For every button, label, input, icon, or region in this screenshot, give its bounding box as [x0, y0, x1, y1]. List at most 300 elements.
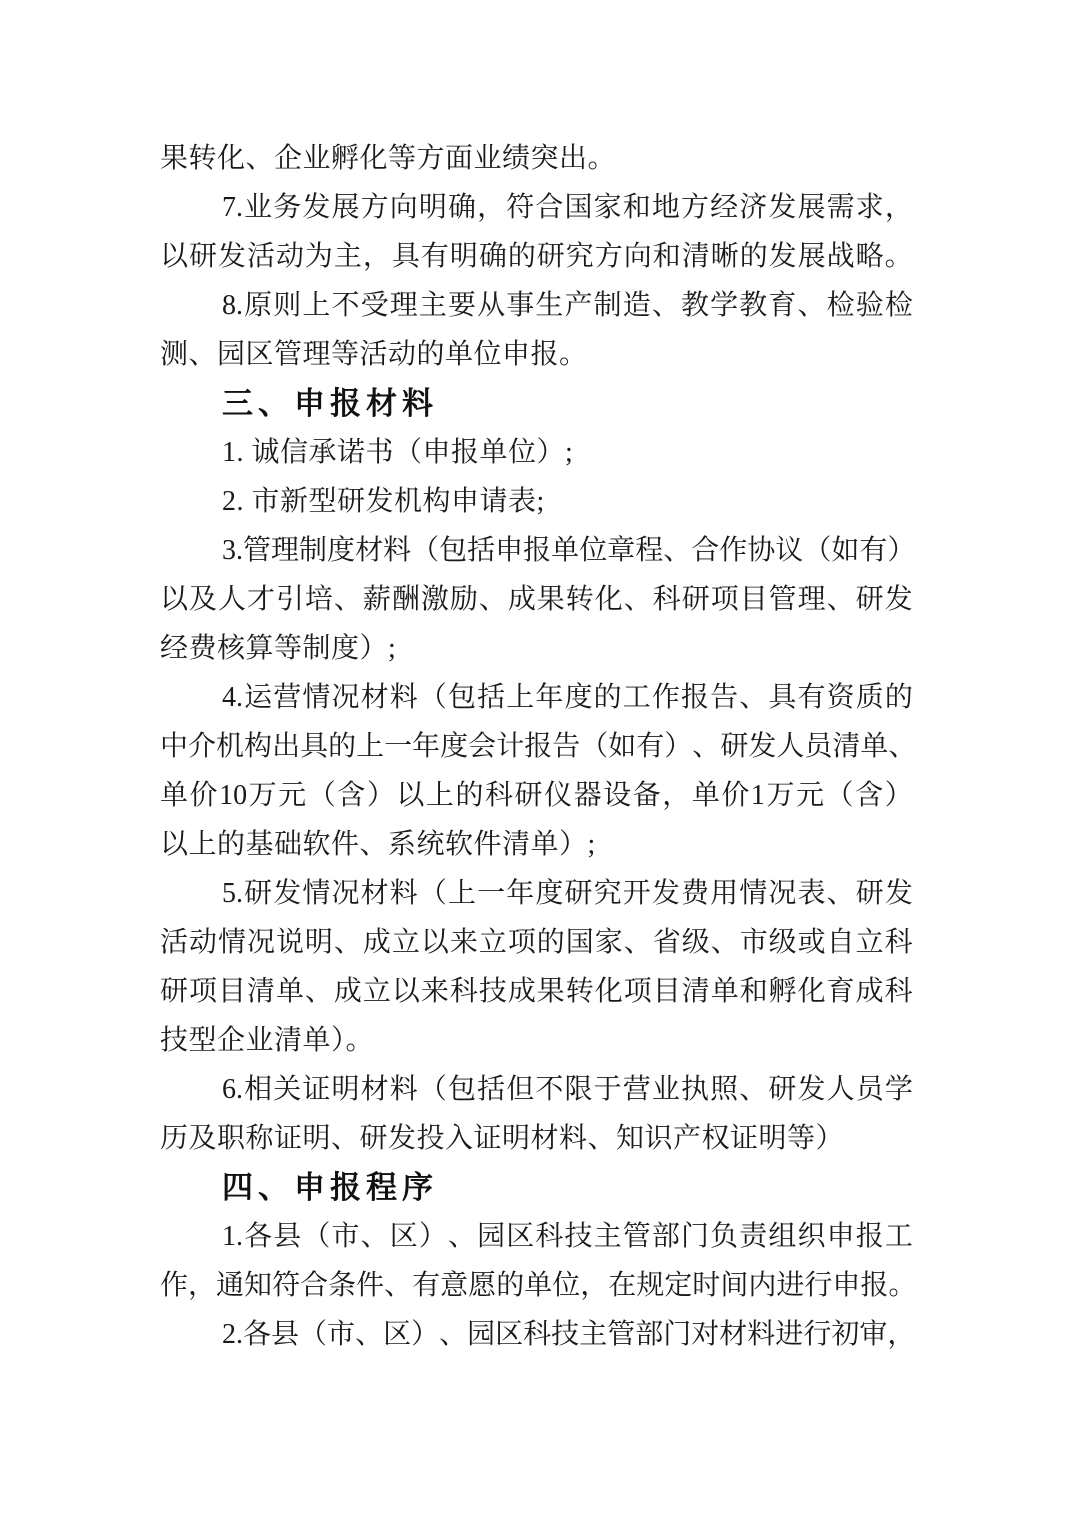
text-token: 单 [860, 731, 889, 762]
text-token: 动 [188, 927, 217, 958]
text-token: 省 [652, 927, 681, 958]
text-token: 对 [691, 1319, 720, 1350]
text-token: 机 [216, 731, 245, 762]
text-token: 国 [565, 927, 594, 958]
text-token: 业 [651, 1074, 680, 1105]
text-token: 包 [439, 535, 468, 566]
text-token: 负 [710, 1221, 739, 1252]
text-token: 、 [360, 1221, 389, 1252]
text-token: 年 [535, 682, 564, 713]
text-token: ， [477, 192, 506, 223]
text-token: 产 [564, 290, 593, 321]
text-token: 管 [607, 1319, 636, 1350]
text-token: （ [411, 535, 440, 566]
text-token: 费 [680, 878, 709, 909]
text-token: 知 [244, 1270, 273, 1301]
text-token: 营 [622, 1074, 651, 1105]
text-token: 培 [304, 584, 333, 615]
text-token: 人 [826, 1074, 855, 1105]
text-line: 果转化、企业孵化等方面业绩突出。 [160, 143, 617, 174]
text-token: 件 [356, 1270, 385, 1301]
text-token: 1 [750, 780, 765, 811]
text-token: 清 [832, 731, 861, 762]
text-token: 上 [506, 682, 535, 713]
text-token: 理 [271, 535, 300, 566]
text-token: 科 [884, 976, 913, 1007]
text-token: 发 [884, 584, 913, 615]
text-token: 受 [360, 290, 389, 321]
text-token: 市 [327, 1319, 356, 1350]
text-token: 1. [222, 1221, 243, 1252]
text-token: （ [418, 1074, 447, 1105]
text-token: 一 [477, 878, 506, 909]
text-token: 但 [506, 1074, 535, 1105]
text-token: 价 [189, 780, 218, 811]
text-token: 制 [593, 290, 622, 321]
text-token: 的 [739, 241, 768, 272]
text-line [160, 673, 913, 722]
text-token: 明 [331, 1074, 360, 1105]
text-token: 含 [855, 780, 884, 811]
text-token: 的 [884, 682, 913, 713]
text-token: 部 [651, 1221, 680, 1252]
text-token: 在 [608, 1270, 637, 1301]
text-token: 有 [420, 241, 449, 272]
text-token: 质 [855, 682, 884, 713]
text-token: ， [662, 780, 691, 811]
text-token: 活 [160, 927, 189, 958]
text-token: 为 [304, 241, 333, 272]
text-token: 用 [710, 878, 739, 909]
text-token: 5. [222, 878, 243, 909]
text-line: 经费核算等制度）; [160, 633, 397, 664]
text-token: 作 [160, 1270, 189, 1301]
text-token: 济 [739, 192, 768, 223]
text-token: 年 [412, 731, 441, 762]
text-line [160, 918, 913, 967]
text-token: 、 [333, 584, 362, 615]
text-token: 向 [623, 241, 652, 272]
text-token: 市 [739, 927, 768, 958]
text-line [160, 1212, 913, 1261]
text-token: 营 [273, 682, 302, 713]
text-token: 材 [719, 1319, 748, 1350]
text-token: 造 [622, 290, 651, 321]
text-token: 发 [273, 878, 302, 909]
text-token: 含 [337, 780, 366, 811]
text-token: 明 [304, 927, 333, 958]
text-token: 展 [331, 192, 360, 223]
text-token: 材 [360, 682, 389, 713]
text-line: 测、园区管理等活动的单位申报。 [160, 339, 588, 370]
text-token: 研 [160, 976, 189, 1007]
text-token: 证 [302, 1074, 331, 1105]
text-token: 有 [797, 682, 826, 713]
text-token: 育 [826, 976, 855, 1007]
text-token: 研 [681, 584, 710, 615]
text-token: 技 [551, 1319, 580, 1350]
text-token: 、 [663, 535, 692, 566]
text-token: ） [366, 780, 395, 811]
text-token: 研 [768, 1074, 797, 1105]
text-line [160, 1065, 913, 1114]
text-token: 告 [710, 682, 739, 713]
text-line [160, 183, 913, 232]
text-token: 、 [888, 731, 917, 762]
text-token: 限 [564, 1074, 593, 1105]
text-token: 如 [608, 731, 637, 762]
text-token: 门 [680, 1221, 709, 1252]
text-token: 。 [888, 1270, 917, 1301]
text-token: 定 [664, 1270, 693, 1301]
text-token: 进 [775, 1319, 804, 1350]
text-token: 位 [552, 1270, 581, 1301]
text-token: 章 [607, 535, 636, 566]
text-token: 究 [565, 241, 594, 272]
text-token: 及 [188, 584, 217, 615]
text-token: （ [803, 535, 832, 566]
text-token: 单 [160, 780, 189, 811]
text-token: 则 [273, 290, 302, 321]
text-token: 果 [536, 584, 565, 615]
text-token: 和 [652, 241, 681, 272]
text-token: 转 [565, 976, 594, 1007]
text-token: 不 [331, 290, 360, 321]
text-token: 说 [275, 927, 304, 958]
text-token: 县 [273, 1221, 302, 1252]
text-token: 地 [651, 192, 680, 223]
text-token: 通 [216, 1270, 245, 1301]
text-token: 资 [826, 682, 855, 713]
text-token: ， [362, 241, 391, 272]
text-token: 工 [884, 1221, 913, 1252]
text-token: ） [887, 535, 916, 566]
text-token: 的 [593, 682, 622, 713]
text-token: 3. [222, 535, 243, 566]
text-token: 合 [300, 1270, 329, 1301]
text-token: 、 [710, 927, 739, 958]
text-token: 理 [389, 290, 418, 321]
section-heading: 四、申报程序 [222, 1170, 438, 1205]
text-token: 器 [573, 780, 602, 811]
text-token: 、 [439, 1319, 468, 1350]
text-token: 以 [160, 584, 189, 615]
text-token: 区 [383, 1319, 412, 1350]
text-token: 发 [768, 241, 797, 272]
text-line [160, 967, 913, 1016]
text-token: 成 [507, 584, 536, 615]
text-token: 发 [884, 878, 913, 909]
text-token: 况 [768, 878, 797, 909]
text-token: 上 [302, 290, 331, 321]
text-token: 8. [222, 290, 243, 321]
text-token: （ [418, 682, 447, 713]
text-line: 1. 诚信承诺书（申报单位）; [222, 437, 574, 468]
text-token: 成 [333, 976, 362, 1007]
text-token: 有 [636, 731, 665, 762]
text-token: 各 [244, 1221, 273, 1252]
text-token: 化 [594, 584, 623, 615]
text-token: 的 [536, 927, 565, 958]
text-line [160, 869, 913, 918]
text-token: 项 [188, 976, 217, 1007]
text-token: 化 [594, 976, 623, 1007]
text-token: 情 [302, 682, 331, 713]
text-token: 料 [389, 878, 418, 909]
text-token: 研 [855, 878, 884, 909]
text-token: 、 [384, 1270, 413, 1301]
text-token: 、 [739, 682, 768, 713]
text-token: 部 [635, 1319, 664, 1350]
text-token: 科 [652, 584, 681, 615]
text-token: 各 [243, 1319, 272, 1350]
text-token: 门 [663, 1319, 692, 1350]
text-token: 愿 [468, 1270, 497, 1301]
text-token: 生 [535, 290, 564, 321]
text-token: 科 [523, 1319, 552, 1350]
text-token: 情 [217, 927, 246, 958]
text-token: 行 [804, 1270, 833, 1301]
text-token: 成 [507, 976, 536, 1007]
text-token: 协 [747, 535, 776, 566]
text-line [160, 771, 913, 820]
text-token: 以 [160, 241, 189, 272]
text-token: 清 [681, 976, 710, 1007]
text-token: 研 [188, 241, 217, 272]
text-token: 单 [275, 976, 304, 1007]
text-token: 出 [272, 731, 301, 762]
text-token: 运 [244, 682, 273, 713]
text-token: 薪 [362, 584, 391, 615]
text-token: 激 [420, 584, 449, 615]
text-token: 发 [797, 1074, 826, 1105]
text-token: ， [188, 1270, 217, 1301]
text-token: 价 [721, 780, 750, 811]
text-token: 材 [355, 535, 384, 566]
text-token: 告 [552, 731, 581, 762]
text-token: 材 [360, 878, 389, 909]
text-token: 国 [564, 192, 593, 223]
text-token: 度 [564, 682, 593, 713]
text-token: 主 [333, 241, 362, 272]
text-token: 目 [652, 976, 681, 1007]
text-token: 度 [535, 878, 564, 909]
text-token: 晰 [710, 241, 739, 272]
text-token: 工 [622, 682, 651, 713]
text-token: 不 [535, 1074, 564, 1105]
text-token: 包 [447, 1074, 476, 1105]
text-token: 明 [418, 192, 447, 223]
text-token: ， [580, 1270, 609, 1301]
text-token: 单 [691, 780, 720, 811]
text-token: 需 [826, 192, 855, 223]
text-token: 符 [272, 1270, 301, 1301]
text-token: ） [411, 1319, 440, 1350]
text-token: 2. [222, 1319, 243, 1350]
text-token: 制 [299, 535, 328, 566]
text-token: 开 [622, 878, 651, 909]
text-token: 上 [356, 731, 385, 762]
text-token: 主 [579, 1319, 608, 1350]
text-token: 来 [420, 976, 449, 1007]
text-token: 主 [418, 290, 447, 321]
text-token: 的 [507, 241, 536, 272]
text-token: 单 [551, 535, 580, 566]
text-token: 织 [797, 1221, 826, 1252]
text-token: （ [418, 878, 447, 909]
text-token: 合 [535, 192, 564, 223]
text-token: 发 [651, 878, 680, 909]
text-token: 求 [855, 192, 884, 223]
text-token: 成 [855, 976, 884, 1007]
text-token: 发 [217, 241, 246, 272]
text-token: 研 [514, 780, 543, 811]
text-token: 、 [739, 1074, 768, 1105]
text-token: 管 [243, 535, 272, 566]
text-token: 和 [622, 192, 651, 223]
text-token: 目 [739, 584, 768, 615]
text-token: 管 [768, 584, 797, 615]
text-token: 务 [273, 192, 302, 223]
text-token: 规 [636, 1270, 665, 1301]
text-token: 执 [680, 1074, 709, 1105]
text-token: 的 [496, 1270, 525, 1301]
text-token: 或 [797, 927, 826, 958]
text-token: 清 [681, 241, 710, 272]
text-token: 来 [449, 927, 478, 958]
text-token: 括 [467, 535, 496, 566]
text-token: 的 [328, 731, 357, 762]
text-token: 、 [826, 878, 855, 909]
text-token: 有 [859, 535, 888, 566]
text-token: 议 [775, 535, 804, 566]
text-token: 申 [826, 1221, 855, 1252]
text-token: 立 [478, 927, 507, 958]
text-token: 、 [304, 976, 333, 1007]
text-token: 责 [739, 1221, 768, 1252]
text-token: （ [307, 780, 336, 811]
text-token: 家 [593, 192, 622, 223]
text-token: 管 [622, 1221, 651, 1252]
text-token: 组 [768, 1221, 797, 1252]
text-token: 具 [300, 731, 329, 762]
text-token: 园 [477, 1221, 506, 1252]
text-token: 员 [855, 1074, 884, 1105]
text-token: 间 [720, 1270, 749, 1301]
text-token: 明 [449, 241, 478, 272]
text-token: 、 [651, 290, 680, 321]
text-token: 科 [884, 927, 913, 958]
text-token: 报 [860, 1270, 889, 1301]
text-token: 展 [797, 241, 826, 272]
text-token: 动 [275, 241, 304, 272]
text-token: 位 [579, 535, 608, 566]
text-token: 市 [331, 1221, 360, 1252]
text-token: 程 [635, 535, 664, 566]
text-token: ） [884, 780, 913, 811]
text-token: 构 [244, 731, 273, 762]
text-token: 元 [796, 780, 825, 811]
text-token: 4. [222, 682, 243, 713]
text-token: 成 [362, 927, 391, 958]
text-token: 育 [768, 290, 797, 321]
text-token: 况 [246, 927, 275, 958]
text-token: 、 [826, 584, 855, 615]
text-token: 转 [565, 584, 594, 615]
text-token: 人 [776, 731, 805, 762]
text-token: 展 [797, 192, 826, 223]
text-token: 作 [651, 682, 680, 713]
text-token: 园 [467, 1319, 496, 1350]
text-token: 级 [681, 927, 710, 958]
text-token: 7. [222, 192, 243, 223]
text-token: 包 [447, 682, 476, 713]
text-token: 主 [593, 1221, 622, 1252]
text-token: 要 [447, 290, 476, 321]
text-token: 事 [506, 290, 535, 321]
text-token: 报 [524, 731, 553, 762]
text-token: 报 [855, 1221, 884, 1252]
text-token: 科 [535, 1221, 564, 1252]
text-token: 方 [594, 241, 623, 272]
text-token: 技 [478, 976, 507, 1007]
text-token: 项 [507, 927, 536, 958]
text-token: 单 [710, 976, 739, 1007]
text-token: 员 [804, 731, 833, 762]
text-line: 技型企业清单）。 [160, 1025, 375, 1056]
text-token: 方 [360, 192, 389, 223]
text-token: 确 [478, 241, 507, 272]
text-token: 万 [248, 780, 277, 811]
text-token: 、 [623, 927, 652, 958]
text-token: 立 [391, 927, 420, 958]
text-token: 进 [776, 1270, 805, 1301]
text-line: 以上的基础软件、系统软件清单）; [160, 829, 596, 860]
text-token: 括 [477, 682, 506, 713]
text-token: 检 [884, 290, 913, 321]
text-token: 度 [440, 731, 469, 762]
text-token: 立 [362, 976, 391, 1007]
text-token: 研 [720, 731, 749, 762]
text-token: 究 [593, 878, 622, 909]
text-token: 立 [855, 927, 884, 958]
text-token: 中 [160, 731, 189, 762]
text-token: 、 [797, 290, 826, 321]
text-token: 有 [412, 1270, 441, 1301]
text-token: 和 [739, 976, 768, 1007]
text-token: 经 [710, 192, 739, 223]
text-token: 上 [425, 780, 454, 811]
text-token: 教 [739, 290, 768, 321]
text-token: ） [418, 1221, 447, 1252]
text-token: （ [302, 1221, 331, 1252]
text-line [160, 232, 913, 281]
text-token: 研 [536, 241, 565, 272]
text-token: （ [299, 1319, 328, 1350]
text-token: 、 [623, 584, 652, 615]
text-line: 2. 市新型研发机构申请表; [222, 486, 545, 517]
text-line [160, 1310, 916, 1359]
text-token: 料 [389, 1074, 418, 1105]
text-token: 内 [748, 1270, 777, 1301]
text-token: 相 [244, 1074, 273, 1105]
text-token: 研 [564, 878, 593, 909]
text-token: 万 [766, 780, 795, 811]
text-token: 的 [455, 780, 484, 811]
text-token: 目 [217, 976, 246, 1007]
text-token: 照 [710, 1074, 739, 1105]
text-token: 科 [449, 976, 478, 1007]
